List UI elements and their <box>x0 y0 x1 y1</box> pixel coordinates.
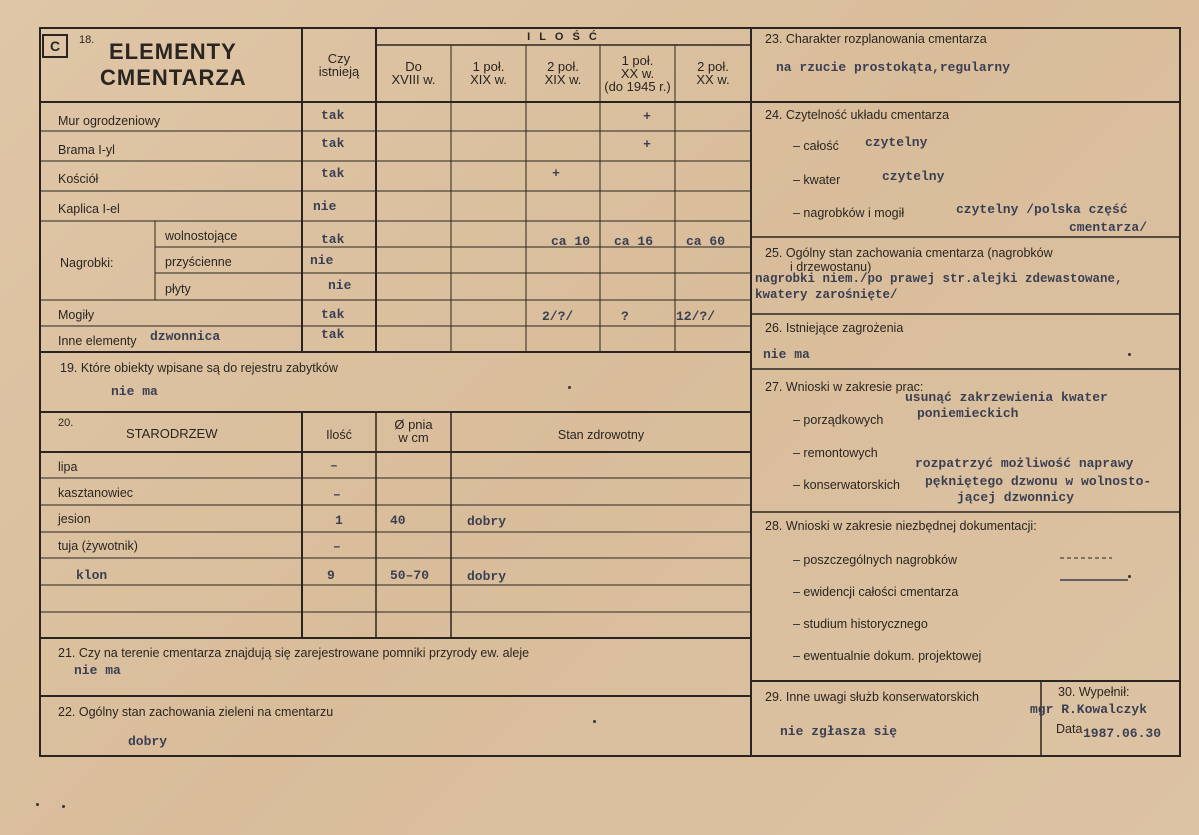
question-label: 24. Czytelność układu cmentarza <box>765 108 950 122</box>
question-label: 28. Wnioski w zakresie niezbędnej dokumentacji: <box>765 519 1037 533</box>
typed-value: 40 <box>390 513 406 528</box>
section-title: CMENTARZA <box>100 65 247 90</box>
row-label: wolnostojące <box>165 229 238 243</box>
item-label: – kwater <box>793 173 841 187</box>
tree-name: tuja (żywotnik) <box>58 539 138 553</box>
paper-speck <box>36 803 39 806</box>
typed-value: jącej dzwonnicy <box>957 490 1075 505</box>
row-label: Kaplica I-el <box>58 202 120 216</box>
typed-value: rozpatrzyć możliwość naprawy <box>915 456 1134 471</box>
typed-value: ? <box>621 309 629 324</box>
typed-value: + <box>552 166 560 181</box>
date-label: Data <box>1056 722 1083 736</box>
column-header: 1 poł. XX w. (do 1945 r.) <box>604 53 671 94</box>
tree-name: kasztanowiec <box>58 486 134 500</box>
typed-value: nie zgłasza się <box>780 724 898 739</box>
row-label: Kościół <box>58 172 99 186</box>
typed-value: 1987.06.30 <box>1083 726 1162 741</box>
column-header: Stan zdrowotny <box>557 428 645 442</box>
typed-value: dzwonnica <box>150 329 221 344</box>
typed-value: tak <box>321 108 345 123</box>
typed-value: + <box>643 137 651 152</box>
column-header: Ø pnia w cm <box>394 417 433 445</box>
item-label: – całość <box>793 139 839 153</box>
column-header: Ilość <box>326 428 352 442</box>
column-header: I L O Ś Ć <box>527 31 600 43</box>
paper-speck <box>568 386 571 389</box>
section-title: ELEMENTY <box>109 39 237 64</box>
typed-value: pękniętego dzwonu w wolnosto- <box>925 474 1152 489</box>
typed-value: tak <box>321 232 345 247</box>
typed-value: czytelny <box>882 169 945 184</box>
typed-value: czytelny /polska część <box>956 202 1128 217</box>
row-label: Inne elementy <box>58 334 137 348</box>
paper-speck <box>62 805 65 808</box>
typed-value: nagrobki niem./po prawej str.alejki zdewastowane, <box>755 272 1123 286</box>
row-label: przyścienne <box>165 255 232 269</box>
typed-value: nie <box>313 199 337 214</box>
column-header: 2 poł. XX w. <box>696 59 730 87</box>
question-label: 23. Charakter rozplanowania cmentarza <box>765 32 987 46</box>
typed-value: czytelny <box>865 135 928 150</box>
paper-speck <box>593 720 596 723</box>
typed-value: tak <box>321 166 345 181</box>
section-title: STARODRZEW <box>126 426 218 441</box>
column-header: Czy istnieją <box>318 51 360 79</box>
question-label: 26. Istniejące zagrożenia <box>765 321 904 335</box>
column-header: 1 poł. XIX w. <box>470 59 507 87</box>
typed-value: cmentarza/ <box>1069 220 1148 235</box>
question-label: 29. Inne uwagi służb konserwatorskich <box>765 690 980 704</box>
row-label: Brama I-yl <box>58 143 115 157</box>
item-label: – nagrobków i mogił <box>793 206 905 220</box>
item-label: – remontowych <box>793 446 878 460</box>
typed-value: dobry <box>467 569 507 584</box>
row-label: płyty <box>165 282 191 296</box>
typed-value: + <box>643 109 651 124</box>
typed-value: 2/?/ <box>542 309 574 324</box>
row-label: Mogiły <box>58 308 95 322</box>
item-label: – konserwatorskich <box>793 478 900 492</box>
typed-value: poniemieckich <box>917 406 1019 421</box>
typed-value: dobry <box>467 514 507 529</box>
typed-value: 12/?/ <box>676 309 716 324</box>
typed-value: – <box>333 487 341 502</box>
column-header: 2 poł. XIX w. <box>544 59 582 87</box>
typed-value: nie ma <box>763 347 810 362</box>
typed-value: usunąć zakrzewienia kwater <box>905 390 1108 405</box>
question-label: 30. Wypełnił: <box>1058 685 1130 699</box>
tree-name: lipa <box>58 460 78 474</box>
typed-value: nie <box>328 278 352 293</box>
typed-value: ca 16 <box>614 234 654 249</box>
item-label: – ewentualnie dokum. projektowej <box>793 649 982 663</box>
typed-value: mgr R.Kowalczyk <box>1030 702 1148 717</box>
question-label: 25. Ogólny stan zachowania cmentarza (nagrobków <box>765 246 1053 260</box>
typed-value: 50–70 <box>390 568 430 583</box>
typed-value: 9 <box>327 568 335 583</box>
question-label: 27. Wnioski w zakresie prac: <box>765 380 924 394</box>
question-label: 19. Które obiekty wpisane są do rejestru zabytków <box>60 361 338 375</box>
paper-speck <box>1128 575 1131 578</box>
paper-speck <box>1128 353 1131 356</box>
typed-value: ca 10 <box>551 234 591 249</box>
typed-value: nie ma <box>111 384 158 399</box>
item-label: – porządkowych <box>793 413 884 427</box>
typed-value: dobry <box>128 734 168 749</box>
item-label: – studium historycznego <box>793 617 928 631</box>
typed-value: na rzucie prostokąta,regularny <box>776 60 1011 75</box>
typed-value: ca 60 <box>686 234 726 249</box>
question-label: i drzewostanu) <box>790 260 872 274</box>
row-label: Mur ogrodzeniowy <box>58 114 161 128</box>
typed-value: 1 <box>335 513 343 528</box>
section-number: 18. <box>79 34 95 46</box>
question-label: 22. Ogólny stan zachowania zieleni na cmentarzu <box>58 705 334 719</box>
item-label: – ewidencji całości cmentarza <box>793 585 959 599</box>
typed-value: tak <box>321 327 345 342</box>
item-label: – poszczególnych nagrobków <box>793 553 957 567</box>
question-label: 21. Czy na terenie cmentarza znajdują się zarejestrowane pomniki przyrody ew. aleje <box>58 646 530 660</box>
typed-value: – <box>333 539 341 554</box>
typed-value: kwatery zarośnięte/ <box>755 288 898 302</box>
tree-name: jesion <box>58 512 91 526</box>
typed-value: nie ma <box>74 663 121 678</box>
section-letter-badge: C <box>42 34 68 58</box>
group-label: Nagrobki: <box>60 256 114 270</box>
typed-value: tak <box>321 136 345 151</box>
tree-name: klon <box>76 568 108 583</box>
typed-value: tak <box>321 307 345 322</box>
typed-value: – <box>330 458 338 473</box>
typed-value: nie <box>310 253 334 268</box>
column-header: Do XVIII w. <box>391 59 436 87</box>
section-number: 20. <box>58 417 74 429</box>
